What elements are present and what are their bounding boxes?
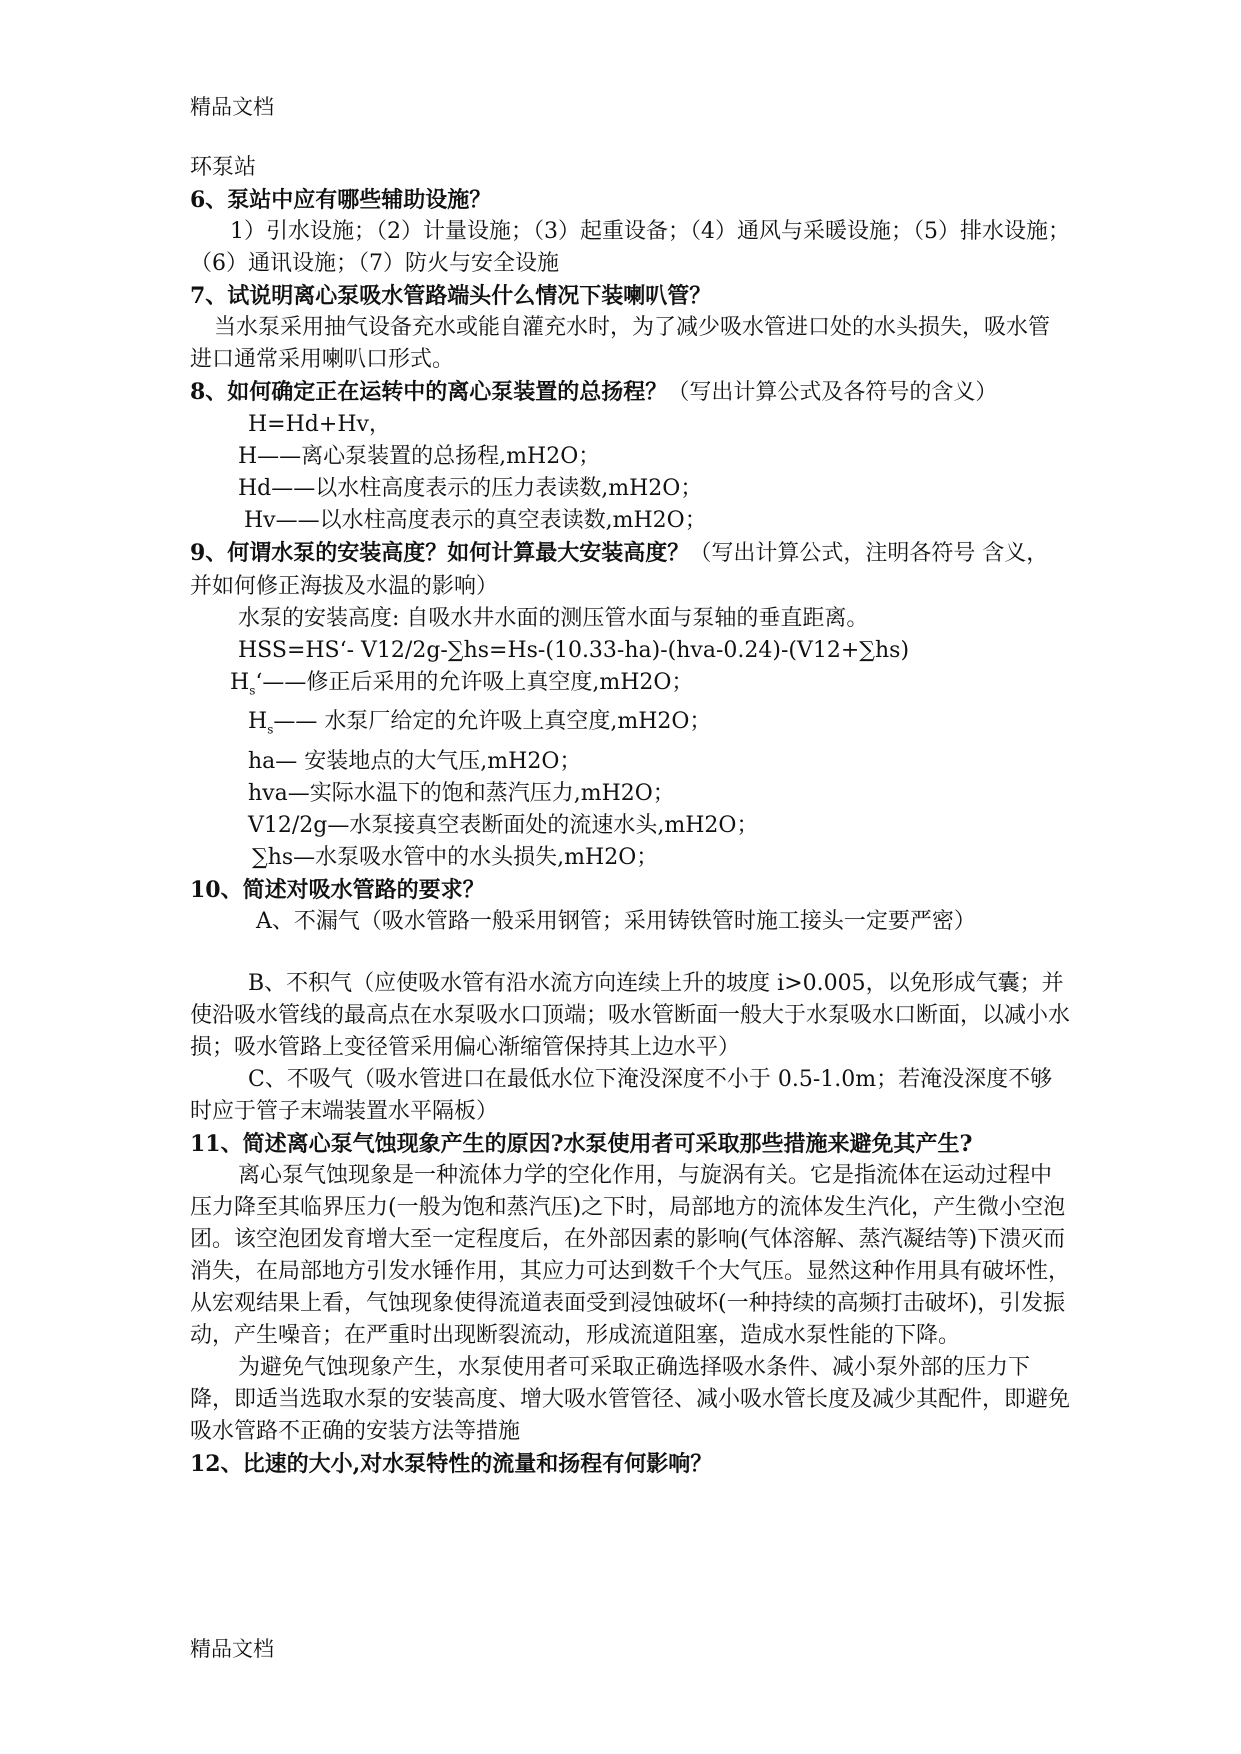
answer-7: 当水泵采用抽气设备充水或能自灌充水时，为了减少吸水管进口处的水头损失，吸水管进口通常采用喇叭口形式。	[190, 315, 1051, 372]
question-7: 7、试说明离心泵吸水管路端头什么情况下装喇叭管？	[190, 283, 712, 309]
definition-line: V12/2g—水泵接真空表断面处的流速水头,mH2O；	[248, 812, 759, 838]
formula-line: H——离心泵装置的总扬程,mH2O；	[238, 444, 601, 469]
answer-6: 1）引水设施；（2）计量设施；（3）起重设备；（4）通风与采暖设施；（5）排水设施；（6）通讯设施；（7）防火与安全设施	[190, 219, 1070, 276]
answer-11-paragraph-1: 离心泵气蚀现象是一种流体力学的空化作用，与旋涡有关。它是指流体在运动过程中压力降至其临界压力(一般为饱和蒸汽压)之下时，局部地方的流体发生汽化，产生微小空泡团。该空泡团发育增大至一定程度后，在外部因素的影响(气体溶解、蒸汽凝结等)下溃灭而消失，在局部地方引发水锤作用，其应力可达到数千个大气压。显然这种作用具有破坏性，从宏观结果上看，气蚀现象使得流道表面受到浸蚀破坏(一种持续的高频打击破坏)，引发振动，产生噪音；在严重时出现断裂流动，形成流道阻塞，造成水泵性能的下降。	[190, 1162, 1071, 1348]
formula-line: HSS=HS‘- V12/2g-∑hs=Hs-(10.33-ha)-(hva-0.24)-(V12+∑hs)	[238, 638, 910, 663]
definition-line: ha— 安装地点的大气压,mH2O；	[248, 748, 582, 774]
question-11: 11、简述离心泵气蚀现象产生的原因?水泵使用者可采取那些措施来避免其产生?	[190, 1130, 973, 1157]
definition-line	[190, 667, 1070, 706]
definition-line	[190, 706, 1070, 745]
definition-text: ‘——修正后采用的允许吸上真空度,mH2O；	[255, 670, 694, 695]
question-9	[190, 537, 1070, 603]
formula-line: Hd——以水柱高度表示的压力表读数,mH2O；	[238, 476, 703, 501]
definition-line: hva—实际水温下的饱和蒸汽压力,mH2O；	[248, 780, 675, 806]
question-8-note: （写出计算公式及各符号的含义）	[667, 380, 998, 405]
definition-text: —— 水泵厂给定的允许吸上真空度,mH2O；	[273, 709, 712, 735]
page-header: 精品文档	[190, 95, 274, 119]
answer-10-b: B、不积气（应使吸水管有沿水流方向连续上升的坡度 i>0.005，以免形成气囊；并使沿吸水管线的最高点在水泵吸水口顶端；吸水管断面一般大于水泵吸水口断面，以减小水损；吸水管路上变径管采用偏心渐缩管保持其上边水平）	[190, 970, 1071, 1060]
question-6: 6、泵站中应有哪些辅助设施？	[190, 187, 492, 213]
answer-11-paragraph-2: 为避免气蚀现象产生，水泵使用者可采取正确选择吸水条件、减小泵外部的压力下降，即适当选取水泵的安装高度、增大吸水管管径、减小吸水管长度及减少其配件，即避免吸水管路不正确的安装方法等措施	[190, 1354, 1071, 1444]
question-10: 10、简述对吸水管路的要求？	[190, 876, 485, 903]
answer-10-c: C、不吸气（吸水管进口在最低水位下淹没深度不小于 0.5-1.0m；若淹没深度不够时应于管子末端装置水平隔板）	[190, 1066, 1053, 1124]
definition-line: ∑hs—水泵吸水管中的水头损失,mH2O；	[252, 844, 659, 870]
question-9-title: 9、何谓水泵的安装高度？如何计算最大安装高度？	[190, 540, 690, 566]
page-footer: 精品文档	[190, 1637, 274, 1661]
answer-line: 水泵的安装高度: 自吸水井水面的测压管水面与泵轴的垂直距离。	[238, 606, 869, 631]
question-12: 12、比速的大小,对水泵特性的流量和扬程有何影响？	[190, 1450, 713, 1477]
question-8-title: 8、如何确定正在运转中的离心泵装置的总扬程？	[190, 379, 668, 405]
text-line: 环泵站	[190, 155, 257, 180]
symbol: H	[248, 709, 268, 735]
spacer	[190, 938, 1070, 968]
question-8	[190, 376, 1070, 409]
symbol: H	[230, 670, 250, 695]
formula-line: Hv——以水柱高度表示的真空表读数,mH2O；	[244, 508, 707, 533]
question-9-note: （写出计算公式，注明各符号 含义，并如何修正海拔及水温的影响）	[190, 541, 1049, 599]
symbol-subscript: s	[267, 722, 274, 737]
answer-10-a: A、不漏气（吸水管路一般采用钢管；采用铸铁管时施工接头一定要严密）	[256, 908, 976, 934]
document-body	[190, 152, 1070, 1480]
formula-line: H=Hd+Hv，	[248, 412, 391, 437]
symbol-subscript: s	[249, 683, 256, 698]
